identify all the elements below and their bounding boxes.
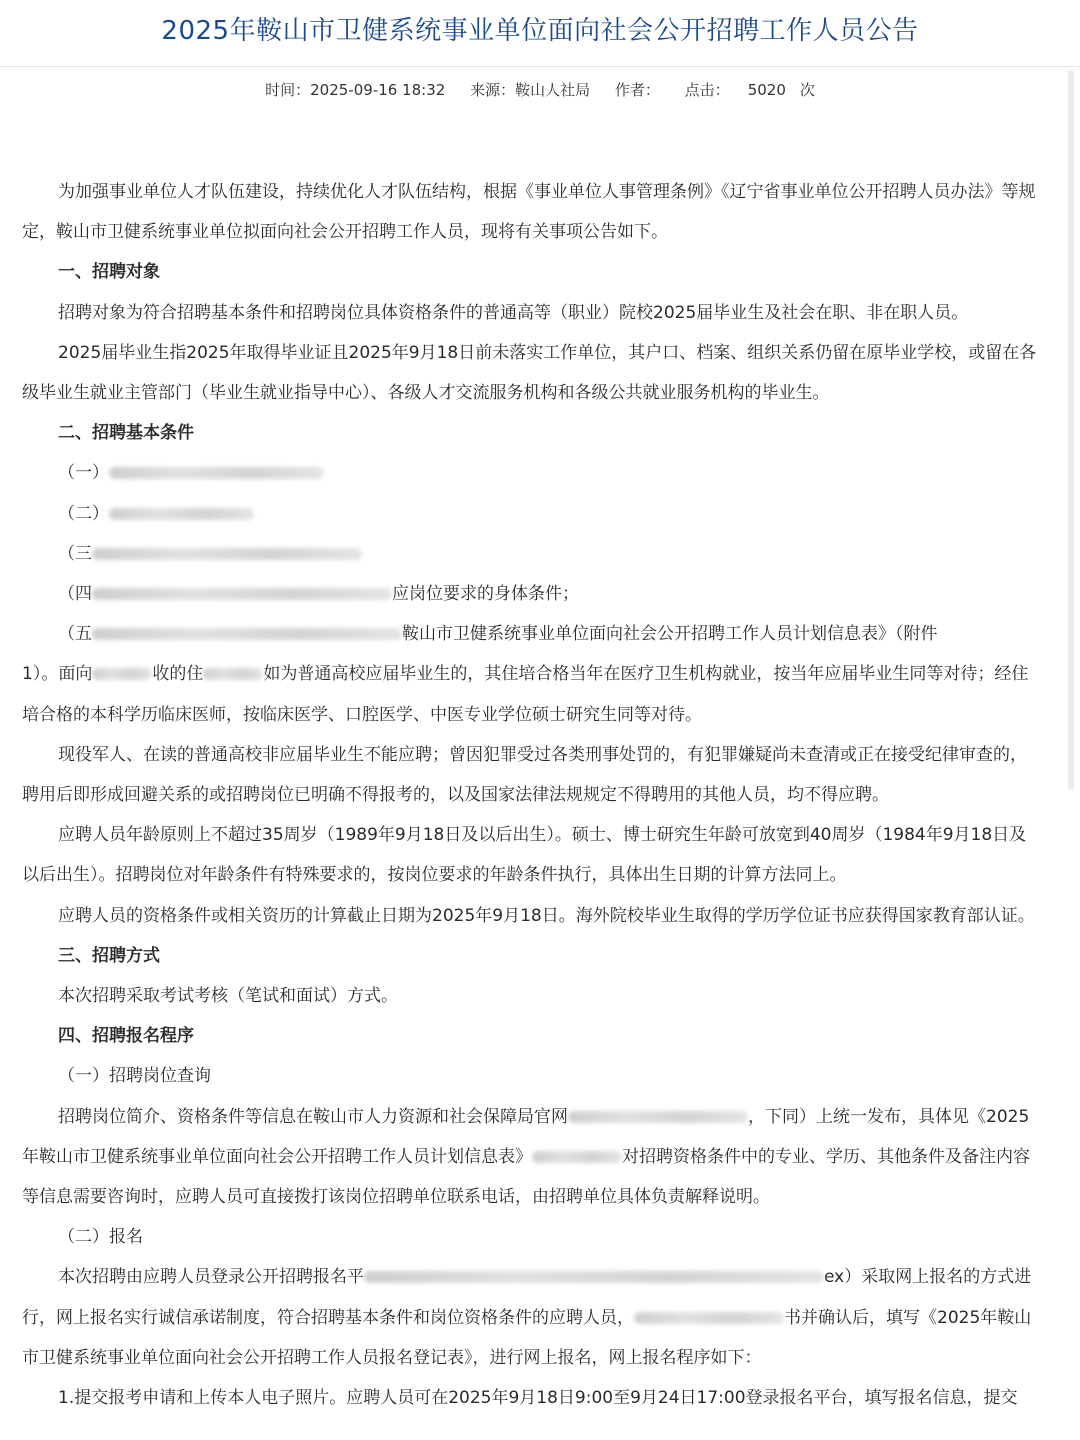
condition-2 xyxy=(22,494,1040,534)
meta-clicks-value: 5020 xyxy=(747,81,786,99)
article-body xyxy=(22,172,1040,1418)
meta-clicks-label: 点击： xyxy=(684,81,730,99)
section1-paragraph-1: 招聘对象为符合招聘基本条件和招聘岗位具体资格条件的普通高等（职业）院校2025届毕业生及社会在职、非在职人员。 xyxy=(58,302,969,323)
condition-5-continued xyxy=(22,654,1040,734)
redacted-text xyxy=(92,668,152,680)
section4-paragraph-2 xyxy=(22,1257,1040,1378)
section4-subheading-1: （一）招聘岗位查询 xyxy=(58,1066,211,1087)
condition-5-prefix: （五 xyxy=(58,624,92,645)
meta-clicks xyxy=(685,81,815,99)
meta-source xyxy=(470,81,590,99)
condition-4 xyxy=(22,574,1040,614)
condition-4-prefix: （四 xyxy=(58,584,92,605)
redacted-link xyxy=(568,1111,748,1123)
meta-time-value: 2025-09-16 18:32 xyxy=(310,81,446,99)
condition-3-prefix: （三 xyxy=(58,543,92,564)
condition-4-tail: 应岗位要求的身体条件； xyxy=(392,584,579,605)
redacted-link xyxy=(364,1271,824,1283)
redacted-text xyxy=(203,668,263,680)
redacted-text xyxy=(532,1151,622,1163)
meta-clicks-unit: 次 xyxy=(799,81,815,99)
section4-p2-part-a: 本次招聘由应聘人员登录公开招聘报名平 xyxy=(58,1267,364,1288)
section-heading-3: 三、招聘方式 xyxy=(58,945,160,966)
section4-paragraph-1 xyxy=(22,1097,1040,1218)
section4-paragraph-3: 1.提交报考申请和上传本人电子照片。应聘人员可在2025年9月18日9:00至9月24日17:00登录报名平台，填写报名信息，提交 xyxy=(58,1388,1018,1409)
condition-3 xyxy=(22,534,1040,574)
article-meta xyxy=(0,79,1080,101)
section3-paragraph-1: 本次招聘采取考试考核（笔试和面试）方式。 xyxy=(58,986,398,1007)
section-heading-1: 一、招聘对象 xyxy=(58,262,160,283)
meta-time xyxy=(265,81,445,99)
meta-source-value: 鞍山人社局 xyxy=(515,81,591,99)
section2-paragraph-2: 现役军人、在读的普通高校非应届毕业生不能应聘；曾因犯罪受过各类刑事处罚的，有犯罪嫌疑尚未查清或正在接受纪律审查的，聘用后即形成回避关系的或招聘岗位已明确不得报考的，以及国家法律法规规定不得聘用的其他人员，均不得应聘。 xyxy=(22,744,1027,806)
redacted-text xyxy=(109,467,324,479)
section4-p1-part-c: 对招聘资格条件中的专业、学历、其他条件及备注内容等信息需要咨询时，应聘人员可直接拨打该岗位招聘单位联系电话，由招聘单位具体负责解释说明。 xyxy=(22,1146,1030,1208)
title-divider xyxy=(0,66,1080,67)
redacted-text xyxy=(634,1312,784,1324)
condition-5-tail: 鞍山市卫健系统事业单位面向社会公开招聘工作人员计划信息表》（附件 xyxy=(402,624,938,645)
redacted-text xyxy=(109,508,254,520)
intro-paragraph: 为加强事业单位人才队伍建设，持续优化人才队伍结构，根据《事业单位人事管理条例》《辽宁省事业单位公开招聘人员办法》等规定，鞍山市卫健系统事业单位拟面向社会公开招聘工作人员，现将有关事项公告如下。 xyxy=(22,182,1036,243)
redacted-text xyxy=(92,548,362,560)
redacted-text xyxy=(92,588,392,600)
section4-p2-part-b: ex）采取网上报名的方式进行，网上报名实行诚信承诺制度，符合招聘基本条件和岗位资格条件的应聘人员， xyxy=(22,1267,1032,1328)
section2-paragraph-4: 应聘人员的资格条件或相关资历的计算截止日期为2025年9月18日。海外院校毕业生取得的学历学位证书应获得国家教育部认证。 xyxy=(58,905,1035,926)
page-title: 2025年鞍山市卫健系统事业单位面向社会公开招聘工作人员公告 xyxy=(161,16,919,46)
meta-source-label: 来源： xyxy=(470,81,516,99)
condition-5-part-a: 1）。面向 xyxy=(22,664,93,685)
condition-5-part-b: 收的住 xyxy=(152,664,204,685)
redacted-text xyxy=(92,628,402,640)
section4-p2-part-c: 书并确认后，填写《2025年鞍山市卫健系统事业单位面向社会公开招聘工作人员报名登记表》，进行网上报名，网上报名程序如下： xyxy=(22,1307,1032,1368)
section4-subheading-2: （二）报名 xyxy=(58,1227,143,1248)
section4-p1-part-b: ，下同）上统一发布，具体见《2025年鞍山市卫健系统事业单位面向社会公开招聘工作人员计划信息表》 xyxy=(22,1106,1030,1167)
scrollbar[interactable] xyxy=(1068,70,1074,790)
meta-time-label: 时间： xyxy=(265,81,311,99)
condition-5-part-c: 如为普通高校应届毕业生的，其住培合格当年在医疗卫生机构就业，按当年应届毕业生同等对待；经住培合格的本科学历临床医师，按临床医学、口腔医学、中医专业学位硕士研究生同等对待。 xyxy=(22,664,1029,725)
condition-1 xyxy=(22,453,1040,493)
section-heading-4: 四、招聘报名程序 xyxy=(58,1026,194,1047)
section1-paragraph-2: 2025届毕业生指2025年取得毕业证且2025年9月18日前未落实工作单位，其户口、档案、组织关系仍留在原毕业学校，或留在各级毕业生就业主管部门（毕业生就业指导中心）、各级人才交流服务机构和各级公共就业服务机构的毕业生。 xyxy=(22,342,1037,404)
condition-2-prefix: （二） xyxy=(58,503,109,524)
section2-paragraph-3: 应聘人员年龄原则上不超过35周岁（1989年9月18日及以后出生）。硕士、博士研究生年龄可放宽到40周岁（1984年9月18日及以后出生）。招聘岗位对年龄条件有特殊要求的，按岗位要求的年龄条件执行，具体出生日期的计算方法同上。 xyxy=(22,825,1027,886)
section4-p1-part-a: 招聘岗位简介、资格条件等信息在鞍山市人力资源和社会保障局官网 xyxy=(58,1106,568,1127)
section-heading-2: 二、招聘基本条件 xyxy=(58,423,194,444)
meta-author xyxy=(615,81,660,99)
condition-5 xyxy=(22,614,1040,654)
condition-1-prefix: （一） xyxy=(58,463,109,484)
meta-author-label: 作者： xyxy=(614,81,660,99)
